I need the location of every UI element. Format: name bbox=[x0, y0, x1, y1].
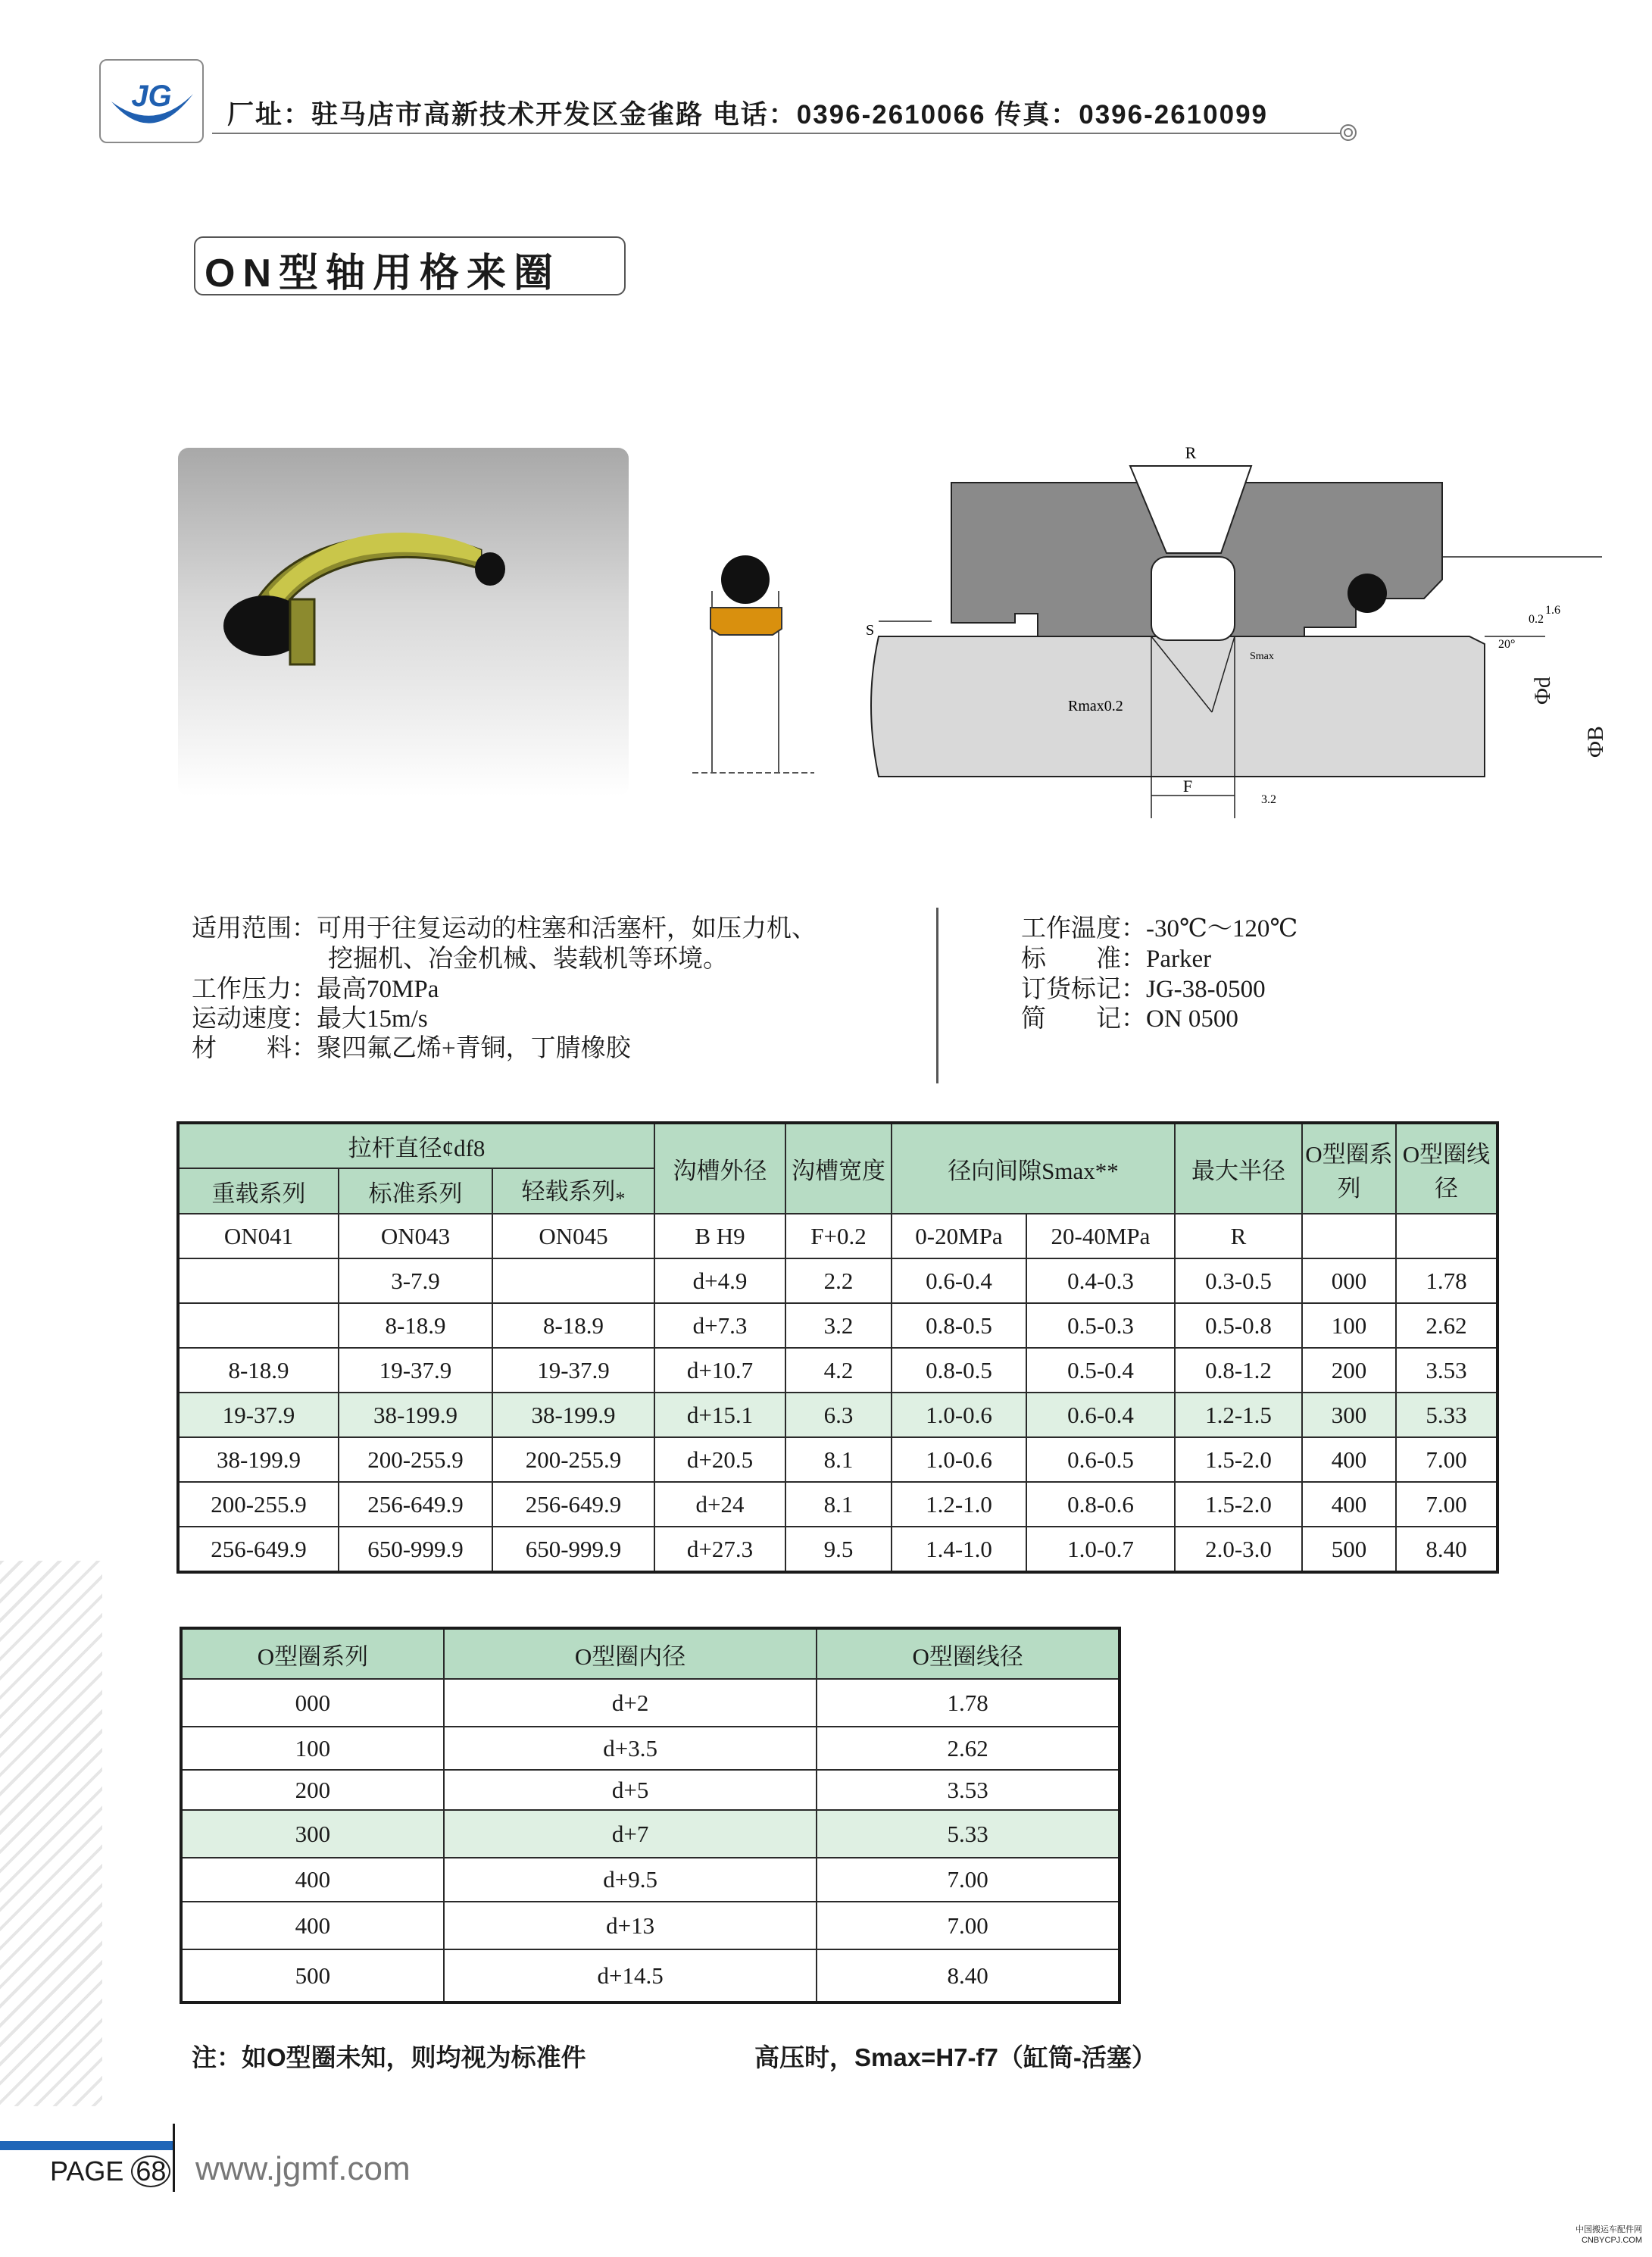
spec-divider bbox=[936, 908, 938, 1083]
table-row: 38-199.9 200-255.9 200-255.9 d+20.5 8.1 1.0-0.6 0.6-0.5 1.5-2.0 400 7.00 bbox=[178, 1437, 1497, 1482]
spec-short-code: 简 记：ON 0500 bbox=[1021, 1005, 1238, 1033]
page-number-label: PAGE 68 bbox=[50, 2155, 170, 2187]
table-row: 500 d+14.5 8.40 bbox=[181, 1949, 1120, 2002]
company-logo bbox=[99, 59, 204, 143]
svg-text:S: S bbox=[866, 622, 875, 639]
spec-material: 材 料：聚四氟乙烯+青铜，丁腈橡胶 bbox=[192, 1035, 631, 1062]
svg-text:Rmax0.2: Rmax0.2 bbox=[1068, 698, 1123, 714]
product-photo bbox=[178, 448, 629, 796]
page-title: ON型轴用格来圈 bbox=[205, 252, 561, 295]
footer-band bbox=[0, 2141, 174, 2150]
oring-cs-header: O型圈线径 bbox=[1396, 1123, 1497, 1214]
table-row: 200 d+5 3.53 bbox=[181, 1770, 1120, 1810]
phi-d-label: Φd bbox=[1530, 677, 1555, 705]
groove-od-header: 沟槽外径 bbox=[654, 1123, 785, 1214]
note-standard: 注：如O型圈未知，则均视为标准件 bbox=[192, 2043, 586, 2071]
spec-pressure: 工作压力：最高70MPa bbox=[192, 976, 439, 1003]
footer-divider bbox=[173, 2124, 175, 2192]
seal-profile-view bbox=[692, 555, 814, 773]
svg-text:3.2: 3.2 bbox=[1261, 793, 1276, 806]
table-row: 000 d+2 1.78 bbox=[181, 1679, 1120, 1727]
table-row: 3-7.9 d+4.9 2.2 0.6-0.4 0.4-0.3 0.3-0.5 000 1.78 bbox=[178, 1258, 1497, 1303]
max-radius-header: 最大半径 bbox=[1175, 1123, 1302, 1214]
light-series-header: 轻载系列$_*$ bbox=[492, 1168, 654, 1214]
unit-row: ON041 ON043 ON045 B H9 F+0.2 0-20MPa 20-40MPa R bbox=[178, 1214, 1497, 1258]
dimension-table bbox=[176, 1121, 1499, 1574]
spec-application-cont: 挖掘机、冶金机械、装载机等环境。 bbox=[328, 946, 728, 973]
table-row-highlighted: 19-37.9 38-199.9 38-199.9 d+15.1 6.3 1.0-0.6 0.6-0.4 1.2-1.5 300 5.33 bbox=[178, 1393, 1497, 1437]
oring-cs-col: O型圈线径 bbox=[817, 1628, 1120, 1679]
oring-series-header: O型圈系列 bbox=[1302, 1123, 1396, 1214]
svg-text:1.6: 1.6 bbox=[1545, 604, 1560, 617]
note-high-pressure: 高压时，Smax=H7-f7（缸筒-活塞） bbox=[754, 2043, 1157, 2071]
table-row: 8-18.9 19-37.9 19-37.9 d+10.7 4.2 0.8-0.5 0.5-0.4 0.8-1.2 200 3.53 bbox=[178, 1348, 1497, 1393]
spec-order-code: 订货标记：JG-38-0500 bbox=[1021, 976, 1266, 1003]
rod-diameter-header: 拉杆直径¢df8 bbox=[178, 1123, 654, 1168]
groove-width-header: 沟槽宽度 bbox=[785, 1123, 892, 1214]
table-row: 100 d+3.5 2.62 bbox=[181, 1727, 1120, 1770]
table-row-highlighted: 300 d+7 5.33 bbox=[181, 1810, 1120, 1858]
decorative-stripes bbox=[0, 1561, 102, 2106]
table-row: 256-649.9 650-999.9 650-999.9 d+27.3 9.5 1.4-1.0 1.0-0.7 2.0-3.0 500 8.40 bbox=[178, 1527, 1497, 1572]
svg-text:20°: 20° bbox=[1498, 638, 1516, 651]
website-link[interactable]: www.jgmf.com bbox=[195, 2150, 411, 2187]
table-row: 200-255.9 256-649.9 256-649.9 d+24 8.1 1.2-1.0 0.8-0.6 1.5-2.0 400 7.00 bbox=[178, 1482, 1497, 1527]
header-address: 厂址：驻马店市高新技术开发区金雀路 电话：0396-2610066 传真：0396-2610099 bbox=[227, 100, 1268, 130]
corner-watermark: 中国搬运车配件网 CNBYCPJ.COM bbox=[1575, 2225, 1642, 2245]
rule-end-circle-icon bbox=[1339, 123, 1357, 142]
phi-B-label: ΦB bbox=[1583, 726, 1608, 758]
table-row: 8-18.9 8-18.9 d+7.3 3.2 0.8-0.5 0.5-0.3 0.5-0.8 100 2.62 bbox=[178, 1303, 1497, 1348]
page-number: 68 bbox=[131, 2155, 170, 2187]
spec-application: 适用范围：可用于往复运动的柱塞和活塞杆，如压力机、 bbox=[192, 915, 817, 943]
spec-standard: 标 准：Parker bbox=[1021, 946, 1212, 973]
svg-text:R: R bbox=[1185, 443, 1197, 462]
svg-text:Smax: Smax bbox=[1250, 651, 1274, 662]
header-rule bbox=[212, 133, 1341, 134]
standard-series-header: 标准系列 bbox=[339, 1168, 492, 1214]
table-row: 400 d+9.5 7.00 bbox=[181, 1858, 1120, 1902]
heavy-series-header: 重载系列 bbox=[178, 1168, 339, 1214]
oring-series-col: O型圈系列 bbox=[181, 1628, 444, 1679]
svg-text:0.2: 0.2 bbox=[1529, 613, 1544, 626]
spec-speed: 运动速度：最大15m/s bbox=[192, 1005, 428, 1033]
svg-text:F: F bbox=[1182, 777, 1193, 796]
oring-table bbox=[180, 1627, 1121, 2004]
oring-id-col: O型圈内径 bbox=[444, 1628, 817, 1679]
table-row: 400 d+13 7.00 bbox=[181, 1902, 1120, 1949]
clearance-header: 径向间隙Smax** bbox=[892, 1123, 1175, 1214]
spec-temperature: 工作温度：-30℃～120℃ bbox=[1021, 915, 1298, 943]
logo-text: JG bbox=[131, 80, 172, 113]
